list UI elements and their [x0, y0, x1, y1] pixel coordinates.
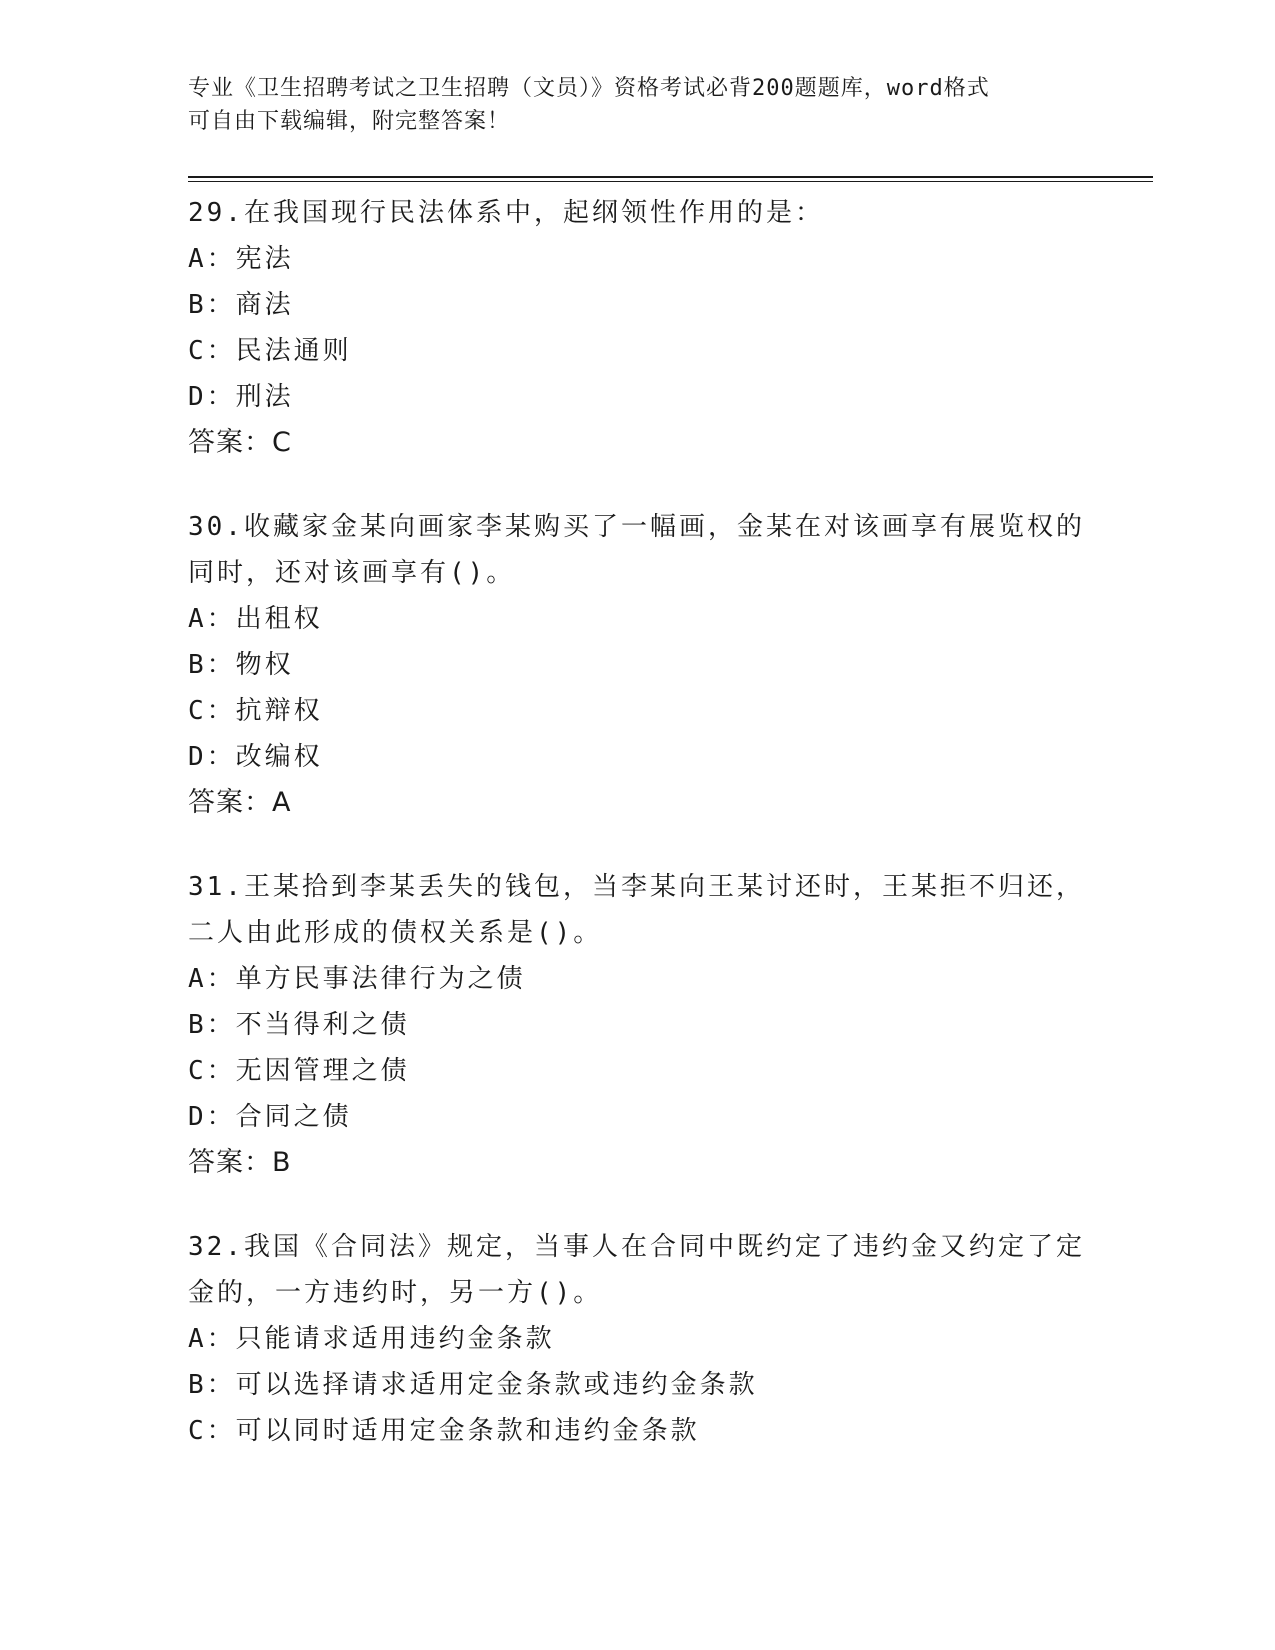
question-stem: 32.我国《合同法》规定，当事人在合同中既约定了违约金又约定了定	[188, 1232, 1085, 1262]
option-d: D：刑法	[188, 382, 294, 412]
option-d: D：合同之债	[188, 1102, 352, 1132]
option-b: B：可以选择请求适用定金条款或违约金条款	[188, 1370, 758, 1400]
option-a: A：只能请求适用违约金条款	[188, 1324, 555, 1354]
answer-text: 答案：A	[188, 787, 292, 818]
answer-text: 答案：B	[188, 1147, 292, 1178]
option-b: B：商法	[188, 290, 294, 320]
answer-text: 答案：C	[188, 427, 292, 458]
option-b: B：不当得利之债	[188, 1010, 410, 1040]
document-header	[188, 72, 1068, 138]
header-line-1: 专业《卫生招聘考试之卫生招聘（文员）》资格考试必背200题题库，word格式	[188, 76, 990, 101]
question-stem: 30.收藏家金某向画家李某购买了一幅画，金某在对该画享有展览权的	[188, 512, 1085, 542]
question-32	[188, 1224, 1088, 1454]
option-c: C：民法通则	[188, 336, 352, 366]
question-stem-continued: 同时，还对该画享有()。	[188, 558, 516, 588]
option-c: C：无因管理之债	[188, 1056, 410, 1086]
header-divider-thin	[188, 181, 1153, 182]
question-29	[188, 190, 1088, 466]
option-d: D：改编权	[188, 742, 323, 772]
question-stem: 31.王某拾到李某丢失的钱包，当李某向王某讨还时，王某拒不归还，	[188, 872, 1085, 902]
option-a: A：宪法	[188, 244, 294, 274]
question-stem-continued: 金的，一方违约时，另一方()。	[188, 1278, 603, 1308]
header-divider-thick	[188, 176, 1153, 178]
option-c: C：可以同时适用定金条款和违约金条款	[188, 1416, 700, 1446]
header-line-2: 可自由下载编辑，附完整答案！	[188, 109, 511, 134]
question-stem: 29.在我国现行民法体系中，起纲领性作用的是：	[188, 198, 824, 228]
option-c: C：抗辩权	[188, 696, 323, 726]
option-a: A：出租权	[188, 604, 323, 634]
option-b: B：物权	[188, 650, 294, 680]
option-a: A：单方民事法律行为之债	[188, 964, 526, 994]
question-31	[188, 864, 1088, 1186]
question-list	[188, 190, 1088, 1492]
question-stem-continued: 二人由此形成的债权关系是()。	[188, 918, 603, 948]
question-30	[188, 504, 1088, 826]
